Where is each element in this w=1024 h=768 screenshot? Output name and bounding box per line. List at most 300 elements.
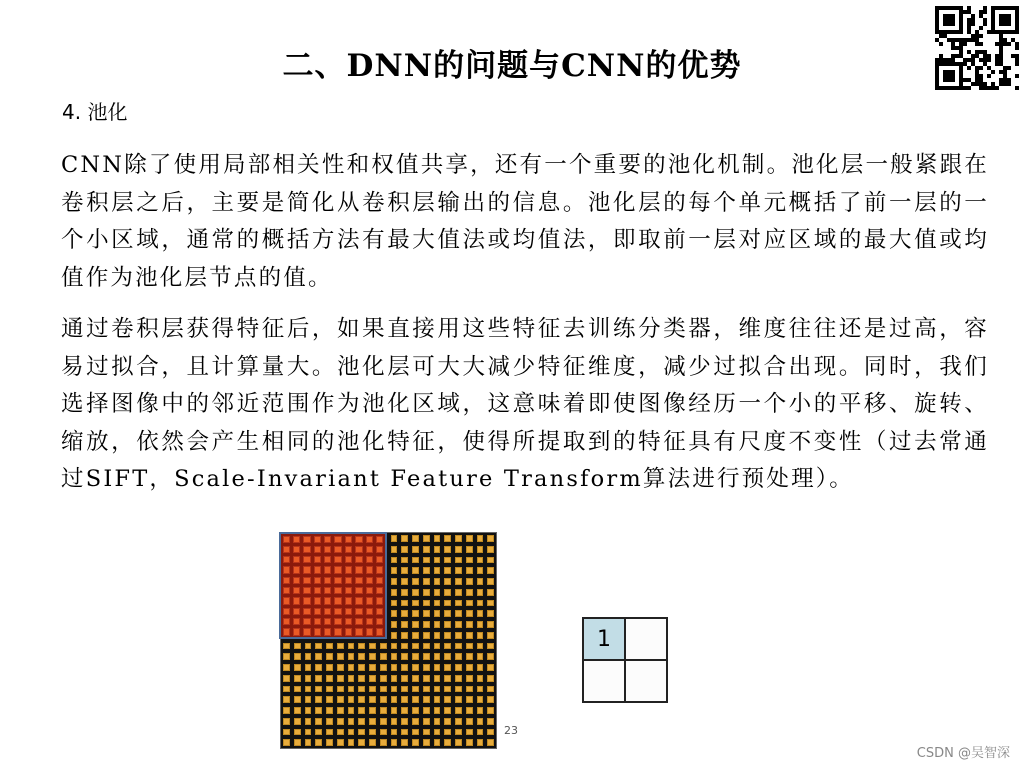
grid-cell <box>401 707 408 714</box>
grid-cell <box>369 643 376 650</box>
grid-cell <box>401 600 408 607</box>
grid-cell <box>455 643 462 650</box>
grid-cell <box>477 535 484 542</box>
grid-cell <box>401 686 408 693</box>
grid-cell <box>380 696 387 703</box>
grid-cell <box>283 739 290 746</box>
grid-cell <box>466 664 473 671</box>
grid-cell <box>326 664 333 671</box>
grid-cell <box>412 718 419 725</box>
grid-cell <box>391 578 398 585</box>
grid-cell <box>391 632 398 639</box>
grid-cell <box>326 707 333 714</box>
grid-cell <box>369 686 376 693</box>
grid-cell <box>391 643 398 650</box>
grid-cell <box>412 707 419 714</box>
grid-cell <box>391 546 398 553</box>
grid-cell <box>434 675 441 682</box>
grid-cell <box>348 664 355 671</box>
grid-cell <box>380 729 387 736</box>
grid-cell <box>477 739 484 746</box>
grid-cell <box>412 567 419 574</box>
grid-cell <box>412 610 419 617</box>
grid-cell <box>305 718 312 725</box>
grid-cell <box>434 589 441 596</box>
grid-cell <box>294 675 301 682</box>
grid-cell <box>401 696 408 703</box>
grid-cell <box>487 557 494 564</box>
grid-cell <box>434 696 441 703</box>
grid-cell <box>444 567 451 574</box>
grid-cell <box>455 729 462 736</box>
grid-cell <box>391 653 398 660</box>
grid-cell <box>423 707 430 714</box>
grid-cell <box>477 546 484 553</box>
grid-cell <box>466 632 473 639</box>
grid-cell <box>369 729 376 736</box>
grid-cell <box>358 686 365 693</box>
grid-cell <box>434 621 441 628</box>
grid-cell <box>434 557 441 564</box>
grid-cell <box>477 567 484 574</box>
grid-cell <box>423 621 430 628</box>
grid-cell <box>412 729 419 736</box>
grid-cell <box>283 707 290 714</box>
grid-cell <box>348 686 355 693</box>
grid-cell <box>434 707 441 714</box>
grid-cell <box>294 664 301 671</box>
grid-cell <box>337 643 344 650</box>
grid-cell <box>434 729 441 736</box>
qr-code-icon <box>935 6 1019 90</box>
grid-cell <box>444 578 451 585</box>
grid-cell <box>444 686 451 693</box>
grid-cell <box>391 610 398 617</box>
grid-cell <box>477 578 484 585</box>
grid-cell <box>315 739 322 746</box>
grid-cell <box>412 600 419 607</box>
grid-cell <box>487 718 494 725</box>
grid-cell <box>358 653 365 660</box>
grid-cell <box>466 578 473 585</box>
grid-cell <box>391 739 398 746</box>
grid-cell <box>455 664 462 671</box>
grid-cell <box>455 546 462 553</box>
grid-cell <box>487 546 494 553</box>
grid-cell <box>294 653 301 660</box>
grid-cell <box>337 739 344 746</box>
grid-cell <box>423 589 430 596</box>
grid-cell <box>412 589 419 596</box>
grid-cell <box>283 686 290 693</box>
grid-cell <box>337 707 344 714</box>
grid-cell <box>358 707 365 714</box>
grid-cell <box>294 696 301 703</box>
grid-cell <box>477 729 484 736</box>
grid-cell <box>283 675 290 682</box>
grid-cell <box>444 546 451 553</box>
grid-cell <box>444 675 451 682</box>
grid-cell <box>423 643 430 650</box>
grid-cell <box>337 664 344 671</box>
grid-cell <box>348 653 355 660</box>
grid-cell <box>305 675 312 682</box>
grid-cell <box>477 696 484 703</box>
grid-cell <box>315 696 322 703</box>
page-number: 23 <box>504 724 518 737</box>
grid-cell <box>412 664 419 671</box>
grid-cell <box>348 718 355 725</box>
grid-cell <box>434 535 441 542</box>
grid-cell <box>423 578 430 585</box>
grid-cell <box>326 729 333 736</box>
grid-cell <box>348 729 355 736</box>
grid-cell <box>412 643 419 650</box>
grid-cell <box>391 729 398 736</box>
grid-cell <box>434 653 441 660</box>
grid-cell <box>391 707 398 714</box>
grid-cell <box>466 653 473 660</box>
grid-cell <box>380 664 387 671</box>
grid-cell <box>369 707 376 714</box>
grid-cell <box>477 664 484 671</box>
grid-cell <box>358 729 365 736</box>
grid-cell <box>466 707 473 714</box>
grid-cell <box>487 621 494 628</box>
grid-cell <box>380 653 387 660</box>
grid-cell <box>369 739 376 746</box>
grid-cell <box>412 621 419 628</box>
grid-cell <box>369 675 376 682</box>
grid-cell <box>326 696 333 703</box>
grid-cell <box>423 535 430 542</box>
grid-cell <box>305 696 312 703</box>
grid-cell <box>487 578 494 585</box>
grid-cell <box>305 664 312 671</box>
grid-cell <box>348 707 355 714</box>
grid-cell <box>487 686 494 693</box>
grid-cell <box>455 707 462 714</box>
grid-cell <box>423 664 430 671</box>
grid-cell <box>412 557 419 564</box>
grid-cell <box>487 653 494 660</box>
grid-cell <box>391 696 398 703</box>
grid-cell <box>466 621 473 628</box>
grid-cell <box>423 686 430 693</box>
grid-cell <box>466 567 473 574</box>
grid-cell <box>315 707 322 714</box>
grid-cell <box>455 567 462 574</box>
grid-cell <box>444 610 451 617</box>
grid-cell <box>477 686 484 693</box>
grid-cell <box>434 686 441 693</box>
grid-cell <box>477 707 484 714</box>
pooled-cell: 1 <box>583 618 625 660</box>
grid-cell <box>466 729 473 736</box>
grid-cell <box>412 675 419 682</box>
grid-cell <box>444 589 451 596</box>
grid-cell <box>466 600 473 607</box>
grid-cell <box>487 567 494 574</box>
grid-cell <box>283 718 290 725</box>
grid-cell <box>434 664 441 671</box>
grid-cell <box>305 643 312 650</box>
grid-cell <box>434 610 441 617</box>
grid-cell <box>401 739 408 746</box>
grid-cell <box>305 739 312 746</box>
pooled-output-grid <box>582 617 668 703</box>
grid-cell <box>423 653 430 660</box>
grid-cell <box>423 739 430 746</box>
grid-cell <box>305 653 312 660</box>
grid-cell <box>423 696 430 703</box>
grid-cell <box>380 643 387 650</box>
grid-cell <box>380 686 387 693</box>
grid-cell <box>434 739 441 746</box>
grid-cell <box>401 653 408 660</box>
grid-cell <box>294 686 301 693</box>
grid-cell <box>401 557 408 564</box>
grid-cell <box>434 632 441 639</box>
grid-cell <box>455 535 462 542</box>
grid-cell <box>423 600 430 607</box>
grid-cell <box>444 557 451 564</box>
grid-cell <box>401 535 408 542</box>
grid-cell <box>401 632 408 639</box>
grid-cell <box>369 653 376 660</box>
grid-cell <box>455 632 462 639</box>
grid-cell <box>294 729 301 736</box>
grid-cell <box>337 729 344 736</box>
grid-cell <box>423 718 430 725</box>
grid-cell <box>444 600 451 607</box>
grid-cell <box>391 664 398 671</box>
grid-cell <box>455 653 462 660</box>
grid-cell <box>326 653 333 660</box>
grid-cell <box>358 664 365 671</box>
grid-cell <box>401 621 408 628</box>
grid-cell <box>412 546 419 553</box>
grid-cell <box>294 643 301 650</box>
grid-cell <box>444 535 451 542</box>
grid-cell <box>283 643 290 650</box>
grid-cell <box>434 600 441 607</box>
grid-cell <box>326 675 333 682</box>
watermark: CSDN @吴智深 <box>916 746 1010 761</box>
grid-cell <box>444 729 451 736</box>
grid-cell <box>412 653 419 660</box>
grid-cell <box>315 653 322 660</box>
grid-cell <box>401 589 408 596</box>
grid-cell <box>337 653 344 660</box>
grid-cell <box>466 557 473 564</box>
grid-cell <box>444 739 451 746</box>
paragraph-pooling-intro: CNN除了使用局部相关性和权值共享，还有一个重要的池化机制。池化层一般紧跟在卷积层之后，主要是简化从卷积层输出的信息。池化层的每个单元概括了前一层的一个小区域，通常的概括方法有最大值法或均值法，即取前一层对应区域的最大值或均值作为池化层节点的值。 <box>61 152 989 291</box>
grid-cell <box>455 621 462 628</box>
grid-cell <box>305 707 312 714</box>
grid-cell <box>455 718 462 725</box>
grid-cell <box>401 675 408 682</box>
grid-cell <box>487 535 494 542</box>
grid-cell <box>412 739 419 746</box>
grid-cell <box>477 643 484 650</box>
grid-cell <box>401 729 408 736</box>
grid-cell <box>487 664 494 671</box>
grid-cell <box>477 675 484 682</box>
grid-cell <box>294 707 301 714</box>
grid-cell <box>487 632 494 639</box>
grid-cell <box>466 675 473 682</box>
grid-cell <box>358 696 365 703</box>
grid-cell <box>326 718 333 725</box>
grid-cell <box>391 567 398 574</box>
slide-title: 二、DNN的问题与CNN的优势 <box>282 48 742 84</box>
grid-cell <box>466 696 473 703</box>
grid-cell <box>283 653 290 660</box>
grid-cell <box>315 686 322 693</box>
grid-cell <box>283 664 290 671</box>
grid-cell <box>477 600 484 607</box>
grid-cell <box>326 643 333 650</box>
grid-cell <box>487 739 494 746</box>
grid-cell <box>434 567 441 574</box>
grid-cell <box>423 610 430 617</box>
grid-cell <box>315 729 322 736</box>
grid-cell <box>315 675 322 682</box>
pooling-window-border <box>279 532 387 639</box>
grid-cell <box>444 632 451 639</box>
grid-cell <box>283 696 290 703</box>
grid-cell <box>466 589 473 596</box>
grid-cell <box>401 610 408 617</box>
grid-cell <box>444 621 451 628</box>
grid-cell <box>305 686 312 693</box>
grid-cell <box>391 535 398 542</box>
grid-cell <box>369 664 376 671</box>
grid-cell <box>412 535 419 542</box>
grid-cell <box>401 718 408 725</box>
grid-cell <box>283 729 290 736</box>
grid-cell <box>455 600 462 607</box>
grid-cell <box>434 578 441 585</box>
grid-cell <box>455 557 462 564</box>
grid-cell <box>477 718 484 725</box>
grid-cell <box>391 621 398 628</box>
grid-cell <box>348 739 355 746</box>
grid-cell <box>434 546 441 553</box>
grid-cell <box>423 546 430 553</box>
grid-cell <box>315 643 322 650</box>
grid-cell <box>380 718 387 725</box>
grid-cell <box>412 686 419 693</box>
grid-cell <box>455 686 462 693</box>
grid-cell <box>477 557 484 564</box>
grid-cell <box>326 686 333 693</box>
grid-cell <box>487 643 494 650</box>
grid-cell <box>380 675 387 682</box>
pooled-cell <box>583 660 625 702</box>
grid-cell <box>391 718 398 725</box>
grid-cell <box>369 696 376 703</box>
grid-cell <box>455 578 462 585</box>
grid-cell <box>466 739 473 746</box>
grid-cell <box>423 729 430 736</box>
grid-cell <box>380 739 387 746</box>
grid-cell <box>455 589 462 596</box>
grid-cell <box>412 578 419 585</box>
grid-cell <box>391 589 398 596</box>
grid-cell <box>391 557 398 564</box>
grid-cell <box>369 718 376 725</box>
grid-cell <box>315 718 322 725</box>
grid-cell <box>358 675 365 682</box>
grid-cell <box>337 718 344 725</box>
grid-cell <box>487 610 494 617</box>
grid-cell <box>487 589 494 596</box>
grid-cell <box>466 718 473 725</box>
grid-cell <box>466 546 473 553</box>
grid-cell <box>455 739 462 746</box>
grid-cell <box>477 653 484 660</box>
pooled-cell <box>625 618 667 660</box>
grid-cell <box>487 675 494 682</box>
grid-cell <box>455 675 462 682</box>
grid-cell <box>466 643 473 650</box>
grid-cell <box>294 739 301 746</box>
grid-cell <box>434 643 441 650</box>
grid-cell <box>305 729 312 736</box>
grid-cell <box>455 696 462 703</box>
grid-cell <box>477 610 484 617</box>
grid-cell <box>358 739 365 746</box>
grid-cell <box>337 686 344 693</box>
grid-cell <box>444 643 451 650</box>
grid-cell <box>348 696 355 703</box>
grid-cell <box>477 621 484 628</box>
grid-cell <box>412 696 419 703</box>
grid-cell <box>455 610 462 617</box>
grid-cell <box>401 643 408 650</box>
grid-cell <box>444 664 451 671</box>
grid-cell <box>380 707 387 714</box>
pooled-cell <box>625 660 667 702</box>
grid-cell <box>466 686 473 693</box>
grid-cell <box>444 718 451 725</box>
section-heading: 4. 池化 <box>62 100 128 124</box>
grid-cell <box>358 643 365 650</box>
grid-cell <box>444 707 451 714</box>
grid-cell <box>401 567 408 574</box>
grid-cell <box>401 664 408 671</box>
grid-cell <box>487 729 494 736</box>
paragraph-pooling-benefits: 通过卷积层获得特征后，如果直接用这些特征去训练分类器，维度往往还是过高，容易过拟合，且计算量大。池化层可大大减少特征维度，减少过拟合出现。同时，我们选择图像中的邻近范围作为池化区域，这意味着即使图像经历一个小的平移、旋转、缩放，依然会产生相同的池化特征，使得所提取到的特征具有尺度不变性（过去常通过SIFT，Scale-Invariant Feature Transform算法进行预处理）。 <box>61 316 989 492</box>
grid-cell <box>423 567 430 574</box>
grid-cell <box>487 600 494 607</box>
grid-cell <box>348 643 355 650</box>
grid-cell <box>444 696 451 703</box>
grid-cell <box>434 718 441 725</box>
grid-cell <box>412 632 419 639</box>
grid-cell <box>391 686 398 693</box>
grid-cell <box>401 578 408 585</box>
grid-cell <box>337 675 344 682</box>
grid-cell <box>391 675 398 682</box>
grid-cell <box>466 610 473 617</box>
grid-cell <box>315 664 322 671</box>
grid-cell <box>423 557 430 564</box>
grid-cell <box>294 718 301 725</box>
grid-cell <box>477 589 484 596</box>
